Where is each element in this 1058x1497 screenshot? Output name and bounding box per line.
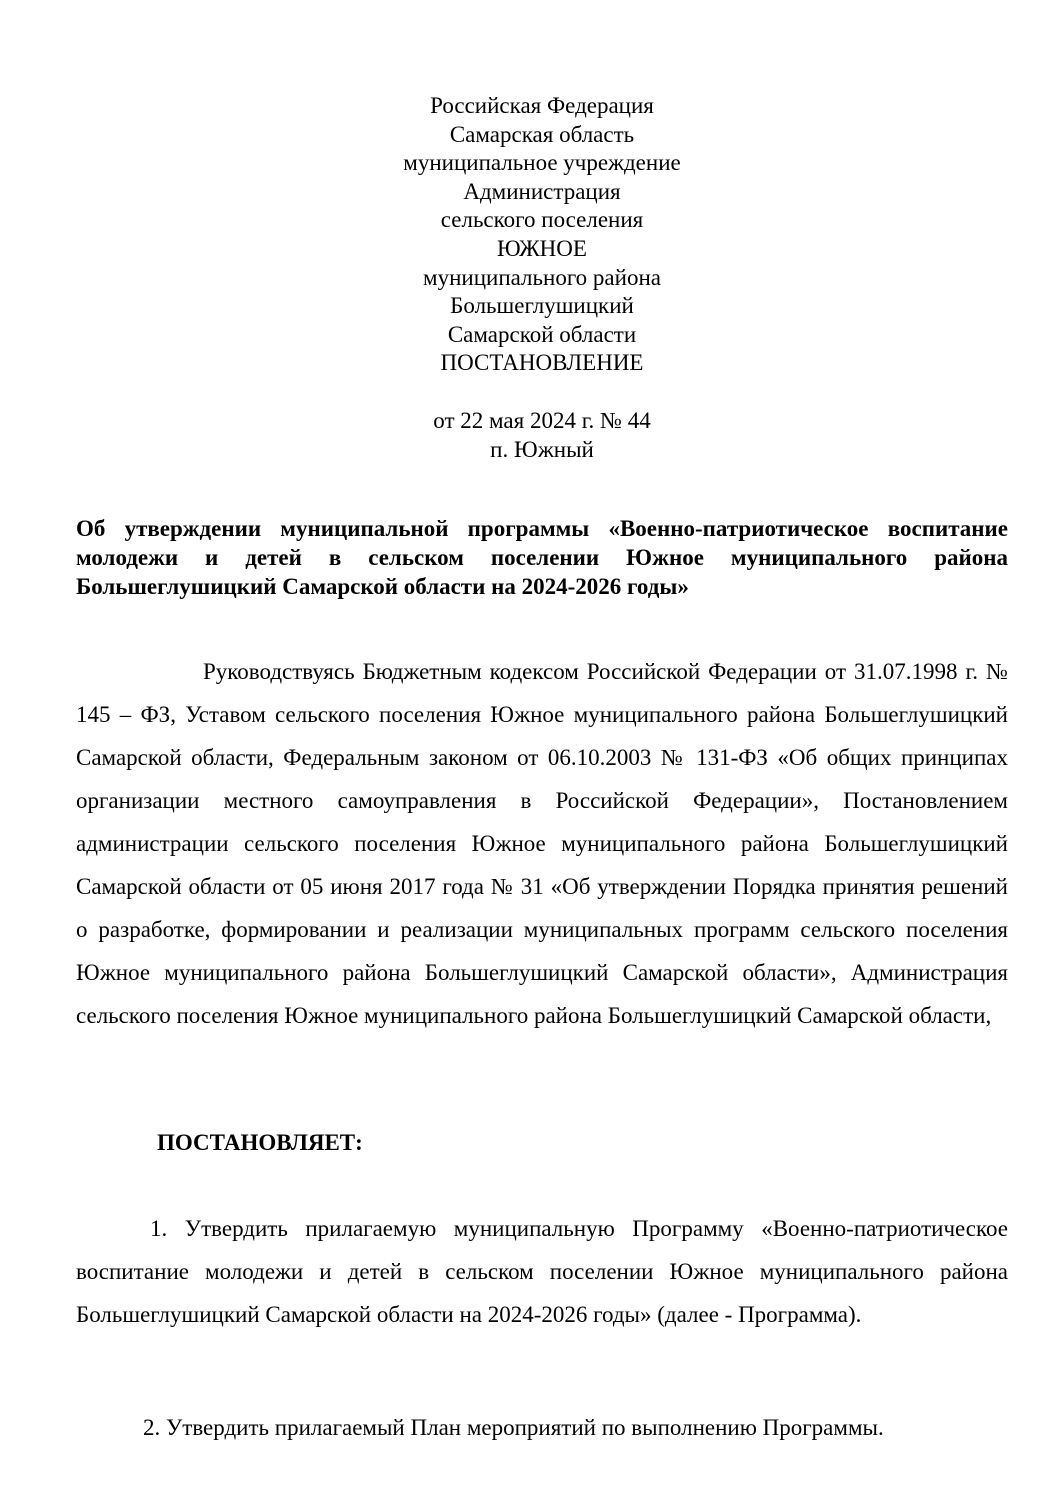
- header-document-type: ПОСТАНОВЛЕНИЕ: [440, 350, 644, 376]
- decree-heading: ПОСТАНОВЛЯЕТ:: [157, 1130, 363, 1155]
- header-region-genitive: Самарской области: [447, 321, 637, 347]
- date-block: [0, 406, 1058, 464]
- header-settlement-name: ЮЖНОЕ: [497, 235, 587, 261]
- preamble-paragraph: Руководствуясь Бюджетным кодексом Российской Федерации от 31.07.1998 г. № 145 – ФЗ, Уставом сельского поселения Южное муниципального района Большеглушицкий Самарской области, Федеральным законом от 06.10.2003 № 131-ФЗ «Об общих принципах организации местного самоуправления в Российской Федерации», Постановлением администрации сельского поселения Южное муниципального района Большеглушицкий Самарской области от 05 июня 2017 года № 31 «Об утверждении Порядка принятия решений о разработке, формировании и реализации муниципальных программ сельского поселения Южное муниципального района Большеглушицкий Самарской области», Администрация сельского поселения Южное муниципального района Большеглушицкий Самарской области,: [76, 659, 1008, 1028]
- document-title: Об утверждении муниципальной программы «Военно-патриотическое воспитание молодежи и детей в сельском поселении Южное муниципального района Большеглушицкий Самарской области на 2024-2026 годы»: [76, 516, 1008, 599]
- header-country: Российская Федерация: [430, 93, 654, 118]
- document-date-number: от 22 мая 2024 г. № 44: [433, 408, 651, 433]
- header-district-label: муниципального района: [423, 264, 661, 290]
- header-district-name: Большеглушицкий: [450, 293, 634, 319]
- header-administration: Администрация: [463, 178, 621, 204]
- header-region: Самарская область: [449, 121, 635, 147]
- header-institution-type: муниципальное учреждение: [403, 150, 681, 176]
- decree-item-2: 2. Утвердить прилагаемый План мероприятий по выполнению Программы.: [143, 1415, 884, 1440]
- decree-item-1: 1. Утвердить прилагаемую муниципальную Программу «Военно-патриотическое воспитание молодежи и детей в сельском поселении Южное муниципального района Большеглушицкий Самарской области на 2024-2026 годы» (далее - Программа).: [76, 1216, 1008, 1327]
- document-place: п. Южный: [490, 437, 594, 462]
- document-header: [0, 92, 1058, 378]
- header-settlement-label: сельского поселения: [440, 207, 644, 233]
